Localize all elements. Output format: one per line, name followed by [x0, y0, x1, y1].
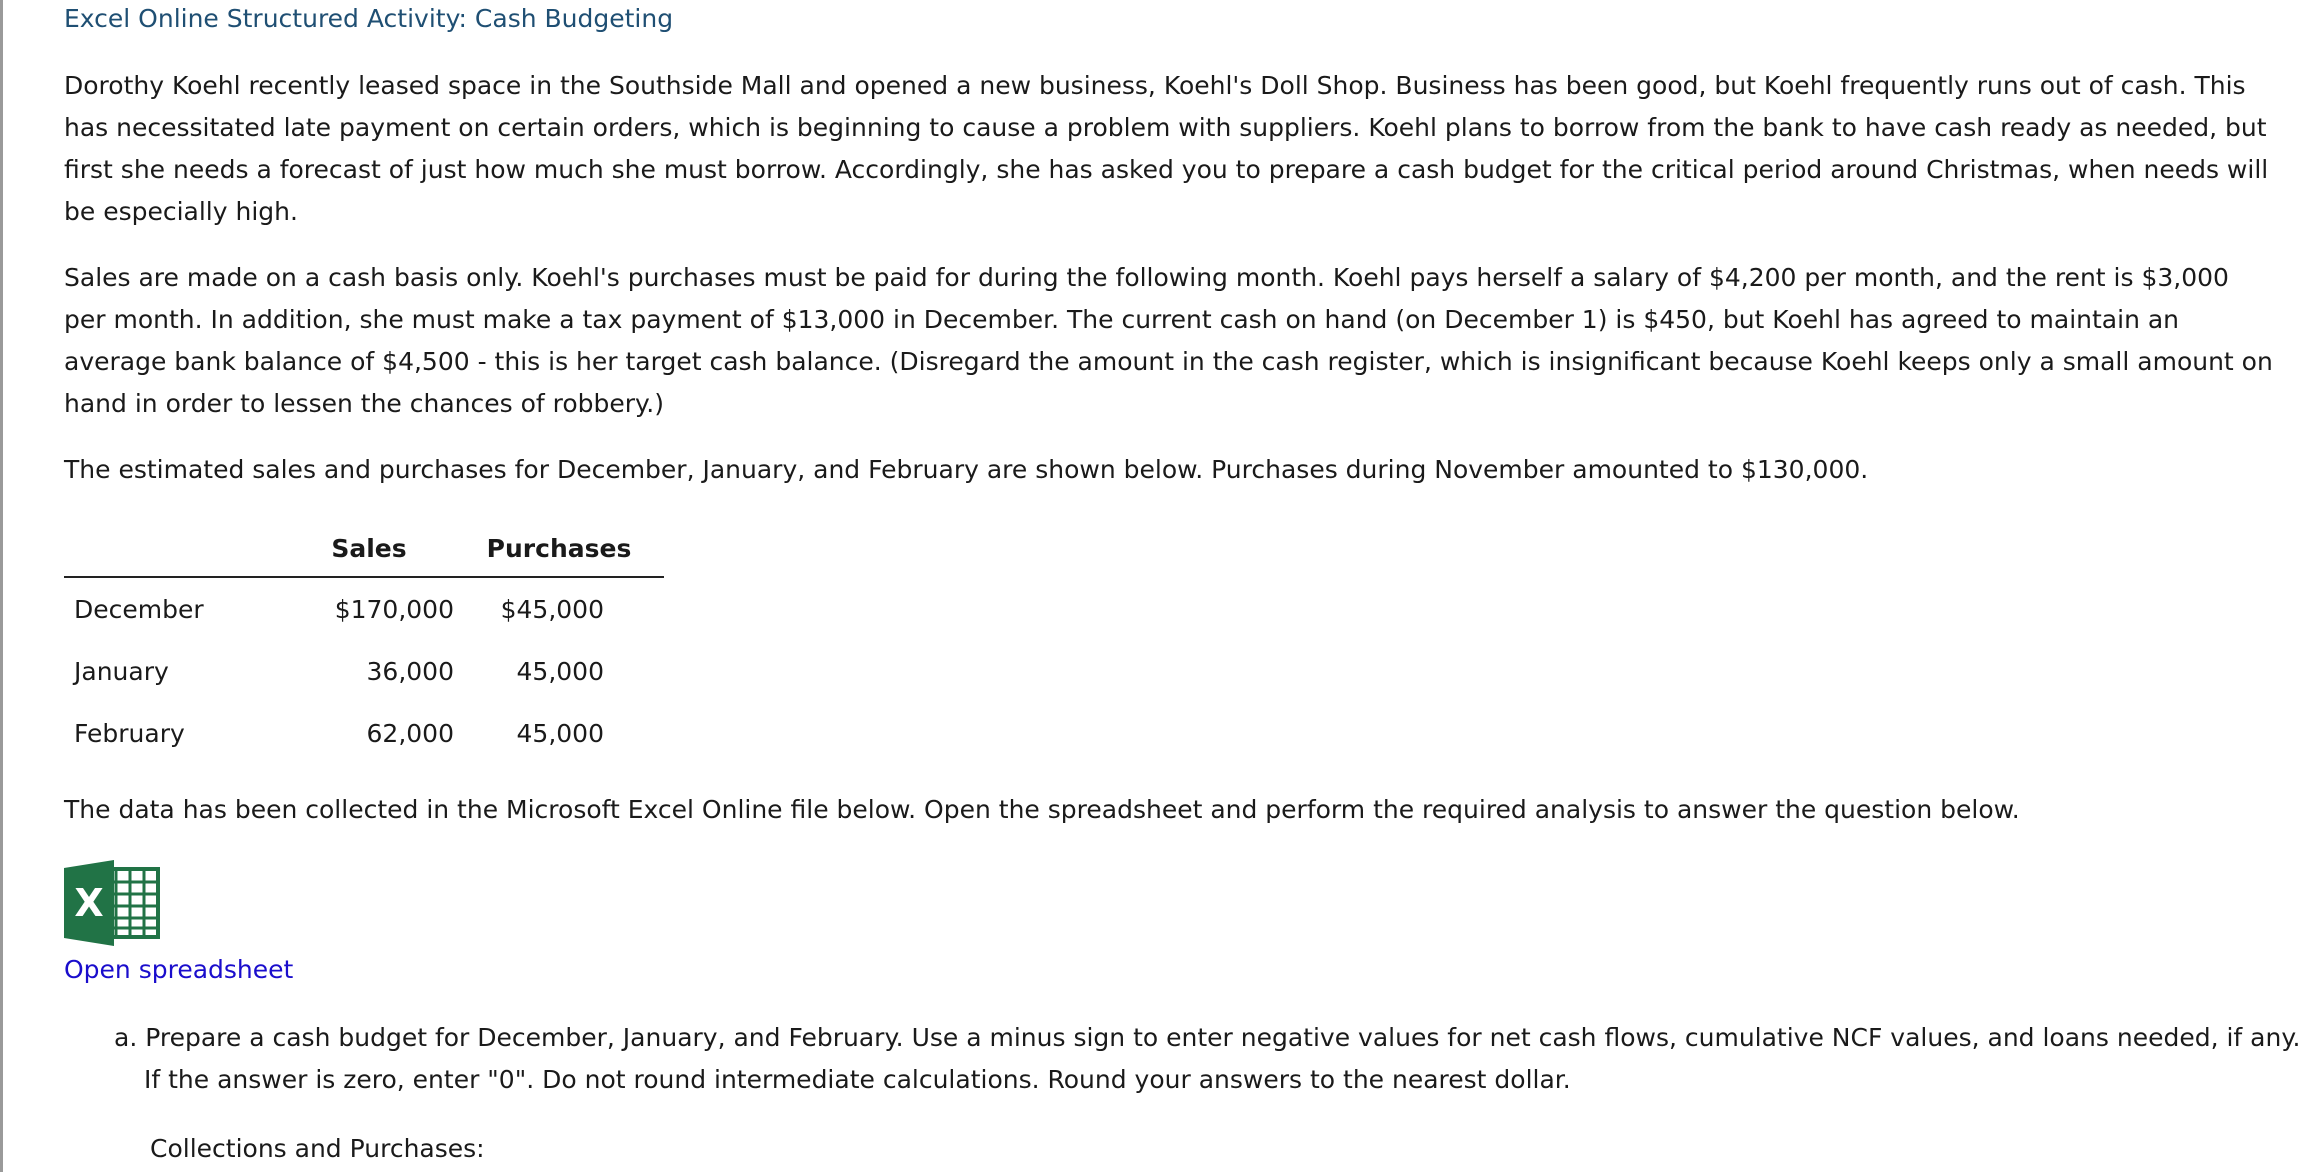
sales-cell: 36,000	[366, 656, 454, 686]
table-header-sales: Sales	[284, 520, 454, 577]
sales-cell: 62,000	[366, 718, 454, 748]
month-cell: January	[74, 656, 169, 686]
question-label: a.	[114, 1023, 138, 1052]
table-row	[64, 577, 664, 640]
open-spreadsheet-link[interactable]: Open spreadsheet	[64, 955, 294, 984]
details-paragraph: Sales are made on a cash basis only. Koehl's purchases must be paid for during the following month. Koehl pays herself a salary of $4,200 per month, and the rent is $3,000 per month. In addition, she must make a tax payment of $13,000 in December. The current cash on hand (on December 1) is $450, but Koehl has agreed to maintain an average bank balance of $4,500 - this is her target cash balance. (Disregard the amount in the cash register, which is insignificant because Koehl keeps only a small amount on hand in order to lessen the chances of robbery.)	[64, 263, 2273, 418]
table-row	[64, 702, 664, 764]
collections-purchases-label: Collections and Purchases:	[150, 1134, 485, 1163]
question-text: Prepare a cash budget for December, January, and February. Use a minus sign to enter negative values for net cash flows, cumulative NCF values, and loans needed, if any. If the answer is zero, enter "0". Do not round intermediate calculations. Round your answers to the nearest dollar.	[144, 1023, 2301, 1094]
excel-icon[interactable]	[64, 860, 160, 946]
table-header-row	[64, 520, 664, 577]
purchases-cell: 45,000	[516, 718, 604, 748]
purchases-cell: 45,000	[516, 656, 604, 686]
question-a	[114, 1017, 2320, 1101]
data-note-paragraph: The data has been collected in the Microsoft Excel Online file below. Open the spreadsheet and perform the required analysis to answer the question below.	[64, 795, 2020, 824]
sales-cell: $170,000	[334, 594, 454, 624]
sales-purchases-table	[64, 520, 664, 764]
table-header-blank	[64, 520, 284, 577]
estimates-paragraph: The estimated sales and purchases for December, January, and February are shown below. Purchases during November amounted to $130,000.	[64, 455, 1869, 484]
month-cell: February	[74, 718, 185, 748]
table-header-purchases: Purchases	[454, 520, 664, 577]
left-border	[0, 0, 3, 1172]
intro-paragraph: Dorothy Koehl recently leased space in the Southside Mall and opened a new business, Koehl's Doll Shop. Business has been good, but Koehl frequently runs out of cash. This has necessitated late payment on certain orders, which is beginning to cause a problem with suppliers. Koehl plans to borrow from the bank to have cash ready as needed, but first she needs a forecast of just how much she must borrow. Accordingly, she has asked you to prepare a cash budget for the critical period around Christmas, when needs will be especially high.	[64, 71, 2269, 226]
purchases-cell: $45,000	[500, 594, 604, 624]
excel-icon-letter: X	[74, 881, 104, 925]
month-cell: December	[74, 594, 204, 624]
table-row	[64, 640, 664, 702]
activity-title: Excel Online Structured Activity: Cash Budgeting	[64, 4, 674, 33]
